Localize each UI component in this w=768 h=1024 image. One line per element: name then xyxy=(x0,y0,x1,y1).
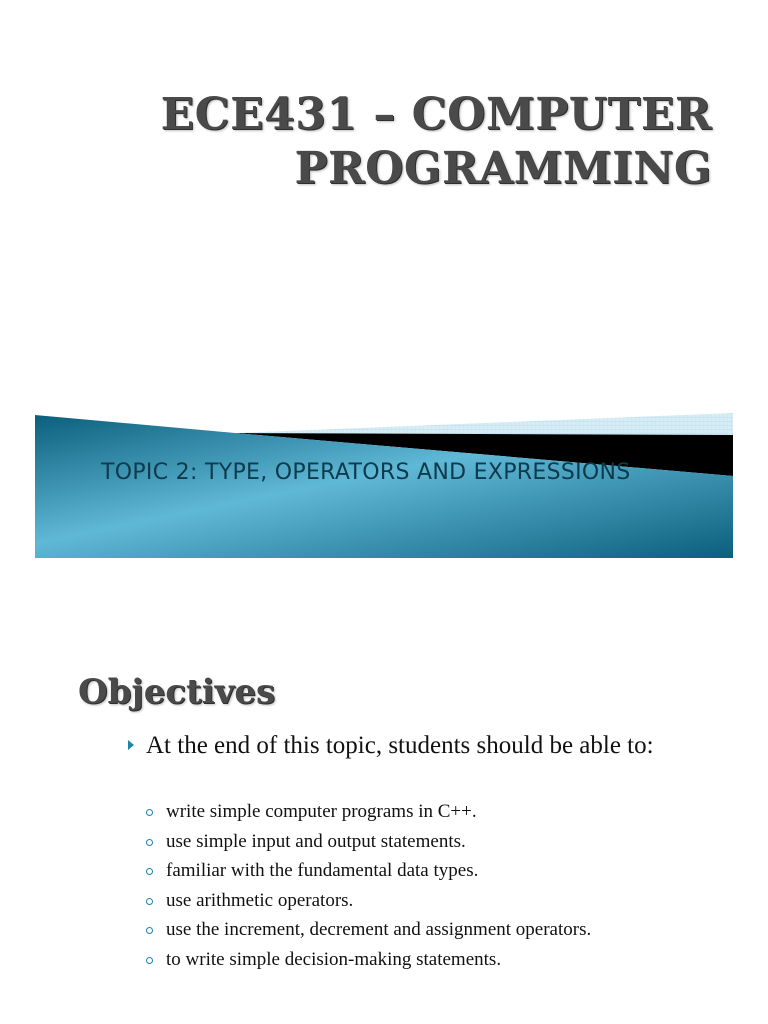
list-item xyxy=(146,945,591,975)
slide-title-line-2: PROGRAMMING xyxy=(294,143,712,194)
circle-bullet-icon xyxy=(146,868,153,875)
circle-bullet-icon xyxy=(146,809,153,816)
circle-bullet-icon xyxy=(146,898,153,905)
circle-bullet-icon xyxy=(146,839,153,846)
slide-title xyxy=(161,88,712,196)
objectives-intro-bullet xyxy=(128,730,688,761)
objectives-heading: Objectives xyxy=(78,672,276,712)
list-item-text: familiar with the fundamental data types. xyxy=(166,860,479,881)
triangle-bullet-icon xyxy=(128,740,134,750)
list-item-text: to write simple decision-making statements. xyxy=(166,948,502,970)
list-item-text: write simple computer programs in C++. xyxy=(166,801,477,822)
list-item xyxy=(146,856,591,886)
objectives-intro-text: At the end of this topic, students should be able to: xyxy=(146,732,654,759)
list-item-text: use simple input and output statements. xyxy=(166,830,466,852)
list-item xyxy=(146,886,591,916)
list-item xyxy=(146,797,591,827)
circle-bullet-icon xyxy=(146,957,153,964)
list-item-text: use the increment, decrement and assignment operators. xyxy=(166,919,592,940)
circle-bullet-icon xyxy=(146,927,153,934)
objectives-list xyxy=(146,797,591,974)
list-item xyxy=(146,827,591,857)
slide-subtitle: TOPIC 2: TYPE, OPERATORS AND EXPRESSIONS xyxy=(101,460,631,485)
list-item xyxy=(146,915,591,945)
banner-light-band xyxy=(235,413,733,435)
list-item-text: use arithmetic operators. xyxy=(166,889,354,911)
slide-title-line-1: ECE431 – COMPUTER xyxy=(160,89,712,140)
